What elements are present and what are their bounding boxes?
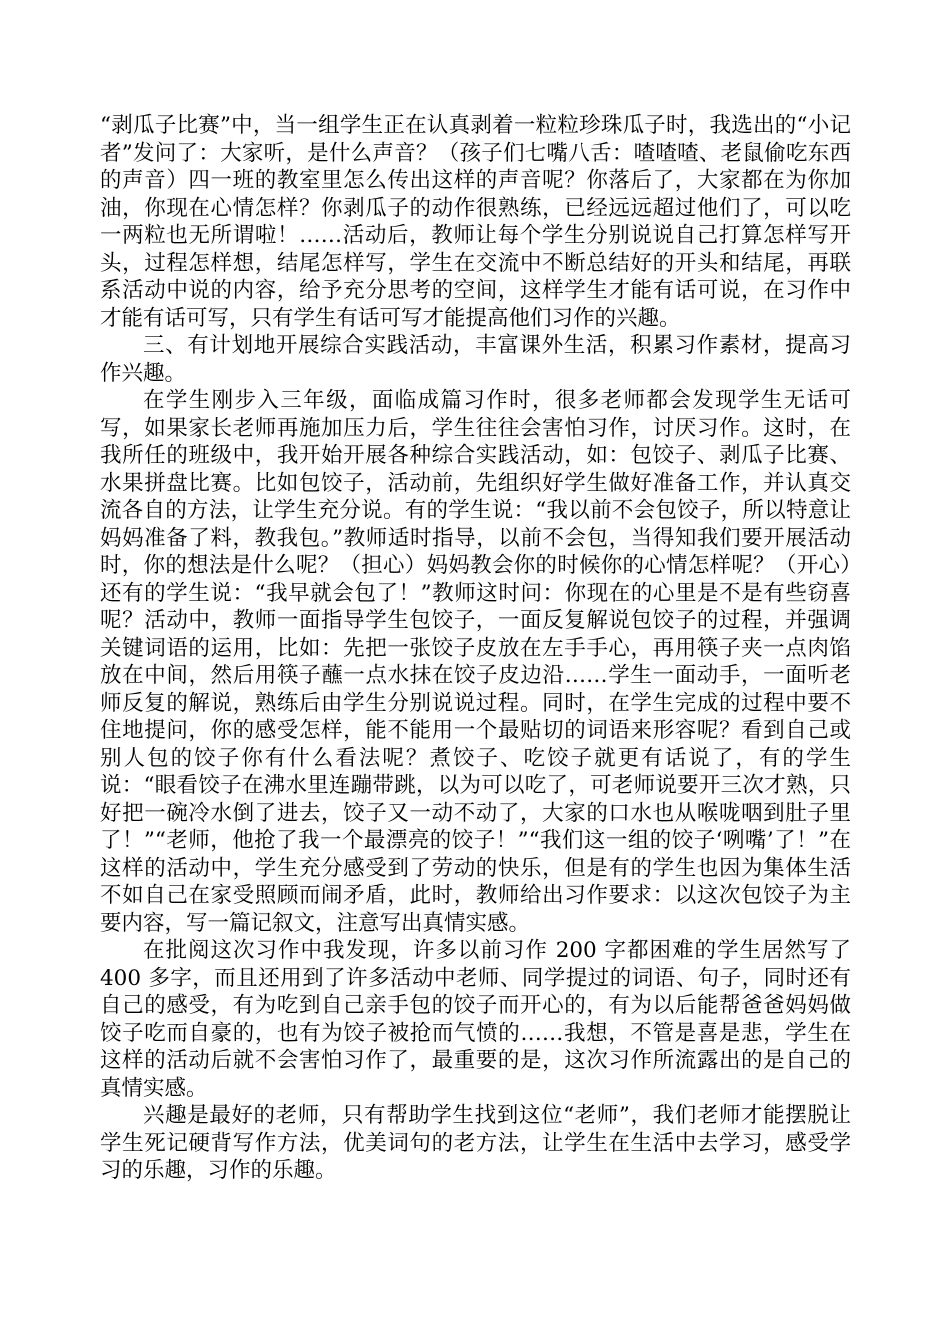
paragraph-continuation-melon-seed-contest: “剥瓜子比赛”中，当一组学生正在认真剥着一粒粒珍珠瓜子时，我选出的“小记者”发问了：大家听，是什么声音？（孩子们七嘴八舌：喳喳喳、老鼠偷吃东西的声音）四一班的教室里怎么传出这样的声音呢？你落后了，大家都在为你加油，你现在心情怎样？你剥瓜子的动作很熟练，已经远远超过他们了，可以吃一两粒也无所谓啦！……活动后，教师让每个学生分别说说自己打算怎样写开头，过程怎样想，结尾怎样写，学生在交流中不断总结好的开头和结尾，再联系活动中说的内容，给予充分思考的空间，这样学生才能有话可说，在习作中才能有话可写，只有学生有话可写才能提高他们习作的兴趣。 bbox=[100, 113, 851, 331]
paragraph-grading-reflection: 在批阅这次习作中我发现，许多以前习作 200 字都困难的学生居然写了 400 多字，而且还用到了许多活动中老师、同学提过的词语、句子，同时还有自己的感受，有为吃到自己亲手包的饺子而开心的，有为以后能帮爸爸妈妈做饺子吃而自豪的，也有为饺子被抢而气愤的……我想，不管是喜是悲，学生在这样的活动后就不会害怕习作了，最重要的是，这次习作所流露出的是自己的真情实感。 bbox=[100, 938, 851, 1101]
paragraph-dumpling-activity: 在学生刚步入三年级，面临成篇习作时，很多老师都会发现学生无话可写，如果家长老师再施加压力后，学生往往会害怕习作，讨厌习作。这时，在我所任的班级中，我开始开展各种综合实践活动，如：包饺子、剥瓜子比赛、水果拼盘比赛。比如包饺子，活动前，先组织好学生做好准备工作，并认真交流各自的方法，让学生充分说。有的学生说：“我以前不会包饺子，所以特意让妈妈准备了料，教我包。”教师适时指导，以前不会包，当得知我们要开展活动时，你的想法是什么呢？（担心）妈妈教会你的时候你的心情怎样呢？（开心）还有的学生说：“我早就会包了！”教师这时问：你现在的心里是不是有些窃喜呢？活动中，教师一面指导学生包饺子，一面反复解说包饺子的过程，并强调关键词语的运用，比如：先把一张饺子皮放在左手手心，再用筷子夹一点肉馅放在中间，然后用筷子蘸一点水抹在饺子皮边沿……学生一面动手，一面听老师反复的解说，熟练后由学生分别说说过程。同时，在学生完成的过程中要不住地提问，你的感受怎样，能不能用一个最贴切的词语来形容呢？看到自己或别人包的饺子你有什么看法呢？煮饺子、吃饺子就更有话说了，有的学生说：“眼看饺子在沸水里连蹦带跳，以为可以吃了，可老师说要开三次才熟，只好把一碗冷水倒了进去，饺子又一动不动了，大家的口水也从喉咙咽到肚子里了！”“老师，他抢了我一个最漂亮的饺子！”“我们这一组的饺子‘咧嘴’了！”在这样的活动中，学生充分感受到了劳动的快乐，但是有的学生也因为集体生活不如自己在家受照顾而闹矛盾，此时，教师给出习作要求：以这次包饺子为主要内容，写一篇记叙文，注意写出真情实感。 bbox=[100, 388, 851, 936]
paragraph-conclusion: 兴趣是最好的老师，只有帮助学生找到这位“老师”，我们老师才能摆脱让学生死记硬背写作方法，优美词句的老方法，让学生在生活中去学习，感受学习的乐趣，习作的乐趣。 bbox=[100, 1103, 851, 1183]
section-heading-three: 三、有计划地开展综合实践活动，丰富课外生活，积累习作素材，提高习作兴趣。 bbox=[100, 333, 851, 386]
document-page bbox=[100, 112, 851, 1185]
